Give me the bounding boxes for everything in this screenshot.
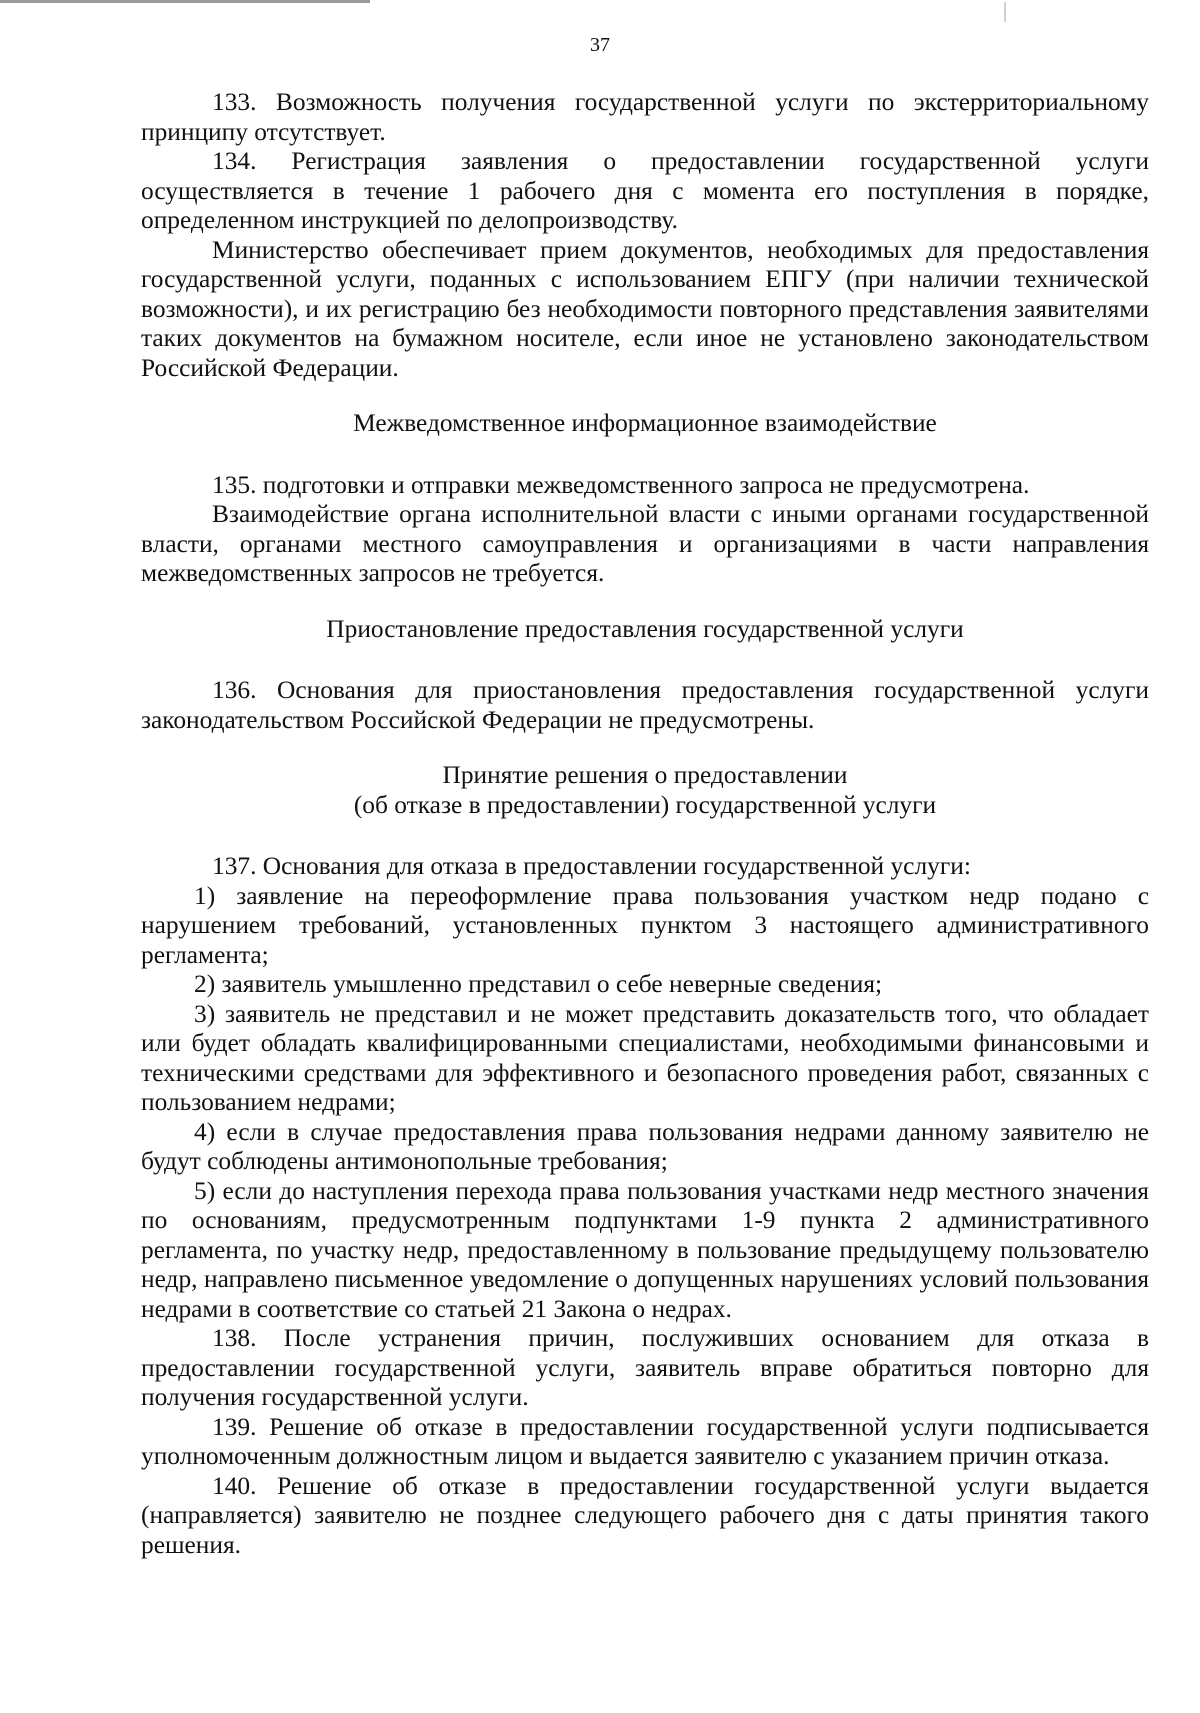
page-number: 37 <box>590 34 610 56</box>
heading-suspension <box>141 615 1149 645</box>
refusal-ground-2: 2) заявитель умышленно представил о себе неверные сведения; <box>194 970 883 998</box>
heading-decision <box>141 761 1149 820</box>
heading-decision-line2: (об отказе в предоставлении) государственной услуги <box>353 790 937 819</box>
document-body <box>141 88 1149 1560</box>
scan-edge-right <box>1004 2 1006 22</box>
paragraph-138: 138. После устранения причин, послуживших основанием для отказа в предоставлении государственной услуги, заявитель вправе обратиться повторно для получения государственной услуги. <box>141 1324 1149 1411</box>
scan-edge-top <box>0 0 370 3</box>
paragraph-133: 133. Возможность получения государственной услуги по экстерриториальному принципу отсутствует. <box>141 88 1149 146</box>
refusal-ground-4: 4) если в случае предоставления права пользования недрами данному заявителю не будут соблюдены антимонопольные требования; <box>141 1117 1149 1175</box>
refusal-ground-5: 5) если до наступления перехода права пользования участками недр местного значения по основаниям, предусмотренным подпунктами 1-9 пункта 2 административного регламента, по участку недр, предоставленному в пользование предыдущему пользователю недр, направлено письменное уведомление о допущенных нарушениях условий пользования недрами в соответствие со статьей 21 Закона о недрах. <box>141 1176 1149 1323</box>
heading-suspension-text: Приостановление предоставления государственной услуги <box>326 614 964 643</box>
paragraph-137-intro: 137. Основания для отказа в предоставлении государственной услуги: <box>212 852 971 880</box>
paragraph-139: 139. Решение об отказе в предоставлении государственной услуги подписывается уполномоченным должностным лицом и выдается заявителю с указанием причин отказа. <box>141 1412 1149 1470</box>
heading-interagency-text: Межведомственное информационное взаимодействие <box>353 409 937 437</box>
refusal-ground-3: 3) заявитель не представил и не может представить доказательств того, что обладает или будет обладать квалифицированными специалистами, необходимыми финансовыми и техническими средствами для эффективного и безопасного проведения работ, связанных с пользованием недрами; <box>141 999 1149 1116</box>
heading-interagency <box>141 409 1149 439</box>
paragraph-140: 140. Решение об отказе в предоставлении государственной услуги выдается (направляется) заявителю не позднее следующего рабочего дня с даты принятия такого решения. <box>141 1471 1149 1559</box>
paragraph-135: 135. подготовки и отправки межведомственного запроса не предусмотрена. <box>212 470 1030 499</box>
paragraph-ministry-epgu: Министерство обеспечивает прием документов, необходимых для предоставления государственной услуги, поданных с использованием ЕПГУ (при наличии технической возможности), и их регистрацию без необходимости повторного представления заявителями таких документов на бумажном носителе, если иное не установлено законодательством Российской Федерации. <box>141 235 1149 382</box>
heading-decision-line1: Принятие решения о предоставлении <box>442 761 848 789</box>
paragraph-134: 134. Регистрация заявления о предоставлении государственной услуги осуществляется в течение 1 рабочего дня с момента его поступления в порядке, определенном инструкцией по делопроизводству. <box>141 147 1149 234</box>
paragraph-interaction: Взаимодействие органа исполнительной власти с иными органами государственной власти, органами местного самоуправления и организациями в части направления межведомственных запросов не требуется. <box>141 500 1149 587</box>
paragraph-136: 136. Основания для приостановления предоставления государственной услуги законодательством Российской Федерации не предусмотрены. <box>141 676 1149 734</box>
refusal-ground-1: 1) заявление на переоформление права пользования участком недр подано с нарушением требований, установленных пунктом 3 настоящего административного регламента; <box>141 881 1149 969</box>
